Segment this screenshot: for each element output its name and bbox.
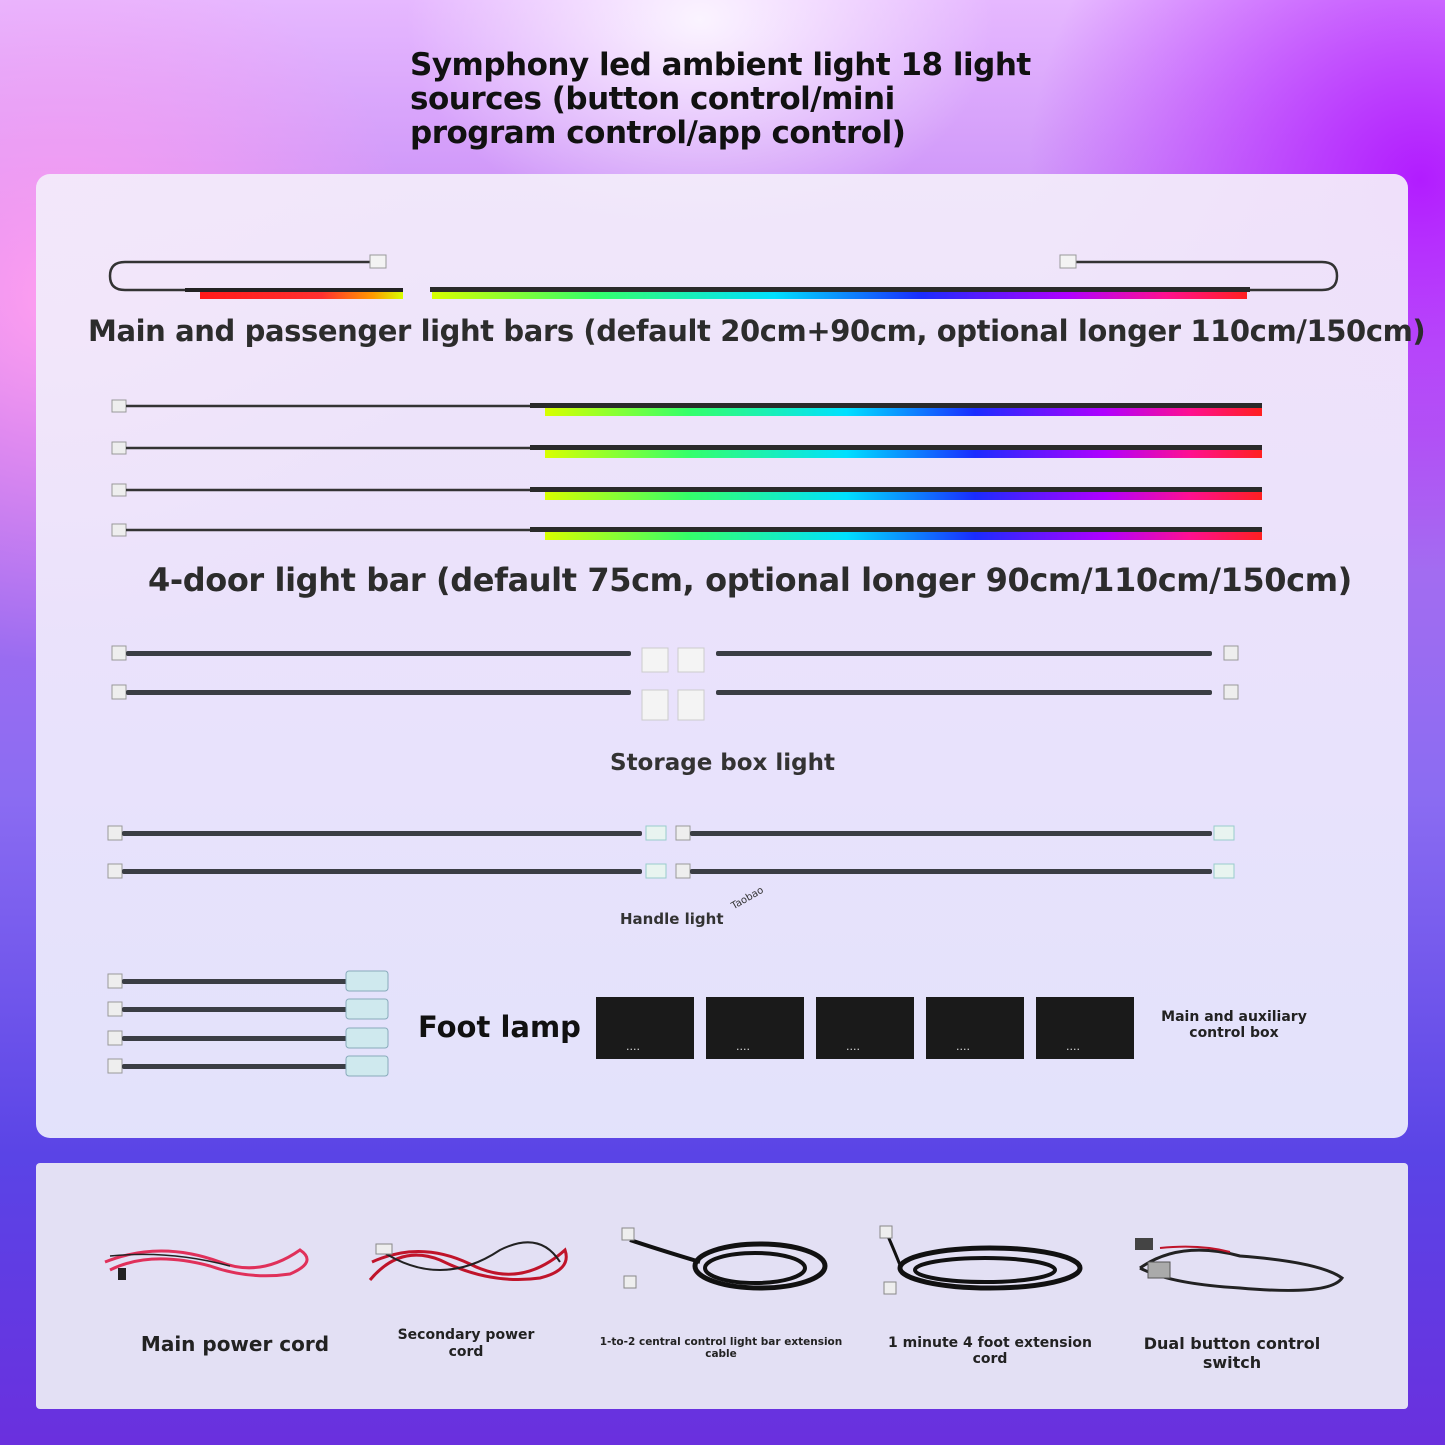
secondary-power-cord-label: Secondary power cord: [397, 1327, 535, 1360]
button-control-switch-label: Dual button control switch: [1143, 1334, 1321, 1372]
control-box-text: ....: [1066, 1040, 1080, 1053]
storage-box-light-label: Storage box light: [610, 750, 836, 776]
control-box-text: ....: [956, 1040, 970, 1053]
control-box-text: ....: [846, 1040, 860, 1053]
door-light-bars: [112, 400, 1262, 540]
secondary-cord-icon: [370, 1242, 566, 1280]
control-box: [816, 997, 914, 1059]
control-box: [706, 997, 804, 1059]
button-switch-icon: [1135, 1238, 1342, 1290]
foot-extension-cord-label: 1 minute 4 foot extension cord: [888, 1335, 1092, 1367]
control-box-label: Main and auxiliary control box: [1161, 1009, 1307, 1041]
storage-box-lights: [112, 646, 1238, 720]
control-box-text: ....: [736, 1040, 750, 1053]
foot-lamps: [108, 971, 388, 1076]
main-light-bar-right: [430, 255, 1337, 299]
handle-light-label: Handle light: [620, 910, 724, 928]
main-light-bar-left: [110, 255, 403, 299]
extension-cable-icon: [622, 1228, 825, 1288]
door-light-bar-label: 4-door light bar (default 75cm, optional longer 90cm/110cm/150cm): [148, 561, 1352, 599]
taobao-watermark: Taobao: [729, 884, 766, 913]
foot-extension-icon: [880, 1226, 1080, 1294]
main-power-cord-label: Main power cord: [140, 1332, 330, 1356]
page-title: Symphony led ambient light 18 light sources (button control/mini program control/app control): [410, 47, 1031, 151]
control-box-text: ....: [626, 1040, 640, 1053]
control-box: [926, 997, 1024, 1059]
handle-lights: [108, 826, 1234, 878]
extension-cable-label: 1-to-2 central control light bar extension cable: [599, 1336, 843, 1360]
control-box: [1036, 997, 1134, 1059]
power-cord-icon: [105, 1250, 307, 1280]
main-light-bars-label: Main and passenger light bars (default 20cm+90cm, optional longer 110cm/150cm): [88, 314, 1426, 348]
foot-lamp-label: Foot lamp: [418, 1010, 581, 1044]
control-box: [596, 997, 694, 1059]
